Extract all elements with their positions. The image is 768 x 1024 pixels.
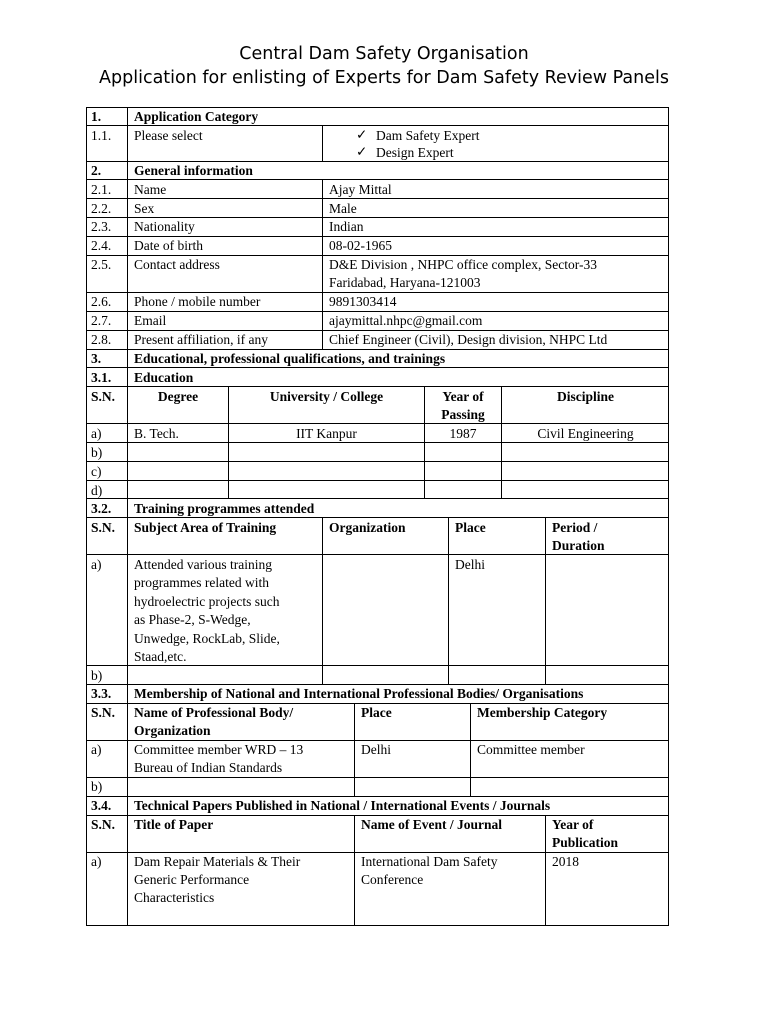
phone-value: 9891303414 <box>329 294 397 309</box>
membership-body-line2: Bureau of Indian Standards <box>134 760 283 775</box>
nationality-value: Indian <box>329 219 364 234</box>
col-header-degree: Degree <box>157 389 199 404</box>
section-1-number: 1. <box>91 109 102 124</box>
row-number: 2.2. <box>91 201 112 216</box>
row-sn: a) <box>91 557 102 572</box>
row-sn: a) <box>91 426 102 441</box>
col-header-university: University / College <box>269 389 384 404</box>
row-sn: b) <box>91 445 103 460</box>
col-header-period-line2: Duration <box>552 538 605 553</box>
paper-title-line: Generic Performance <box>134 872 250 887</box>
training-subject-line: Staad,etc. <box>134 649 187 664</box>
email-label: Email <box>134 313 167 328</box>
row-sn: c) <box>91 464 102 479</box>
year-cell: 1987 <box>449 426 477 441</box>
col-header-year-line1: Year of <box>552 817 594 832</box>
col-header-paper-title: Title of Paper <box>134 817 214 832</box>
check-icon: ✓ <box>356 144 368 159</box>
row-number: 2.6. <box>91 294 112 309</box>
row-sn: a) <box>91 742 102 757</box>
col-header-year-line2: Passing <box>441 407 485 422</box>
col-header-body-line1: Name of Professional Body/ <box>134 705 294 720</box>
name-value: Ajay Mittal <box>329 182 392 197</box>
row-number: 2.1. <box>91 182 112 197</box>
col-header-year-line1: Year of <box>442 389 484 404</box>
option-design-expert: Design Expert <box>376 145 454 160</box>
row-sn: b) <box>91 779 103 794</box>
col-header-subject: Subject Area of Training <box>134 520 277 535</box>
col-header-organization: Organization <box>329 520 406 535</box>
col-header-discipline: Discipline <box>556 389 614 404</box>
sex-value: Male <box>329 201 357 216</box>
row-number: 2.3. <box>91 219 112 234</box>
col-header-sn: S.N. <box>91 520 116 535</box>
phone-label: Phone / mobile number <box>134 294 261 309</box>
membership-body-line1: Committee member WRD – 13 <box>134 742 304 757</box>
event-line: Conference <box>361 872 424 887</box>
university-cell: IIT Kanpur <box>296 426 357 441</box>
degree-cell: B. Tech. <box>134 426 179 441</box>
address-label: Contact address <box>134 257 220 272</box>
paper-title-line: Dam Repair Materials & Their <box>134 854 301 869</box>
check-icon: ✓ <box>356 127 368 142</box>
section-3-4-number: 3.4. <box>91 798 112 813</box>
col-header-sn: S.N. <box>91 705 116 720</box>
item-1-1-number: 1.1. <box>91 128 112 143</box>
row-number: 2.7. <box>91 313 112 328</box>
dob-value: 08-02-1965 <box>329 238 392 253</box>
section-1-title: Application Category <box>134 109 259 124</box>
row-sn: a) <box>91 854 102 869</box>
section-3-number: 3. <box>91 351 102 366</box>
row-sn: b) <box>91 668 103 683</box>
row-number: 2.4. <box>91 238 112 253</box>
affiliation-label: Present affiliation, if any <box>134 332 268 347</box>
section-3-1-title: Education <box>134 370 194 385</box>
item-1-1-label: Please select <box>134 128 203 143</box>
col-header-body-line2: Organization <box>134 723 211 738</box>
address-value-line2: Faridabad, Haryana-121003 <box>329 275 481 290</box>
training-subject-line: as Phase-2, S-Wedge, <box>134 612 251 627</box>
col-header-period-line1: Period / <box>552 520 598 535</box>
col-header-year-line2: Publication <box>552 835 619 850</box>
section-2-number: 2. <box>91 163 102 178</box>
discipline-cell: Civil Engineering <box>537 426 634 441</box>
training-subject-line: Unwedge, RockLab, Slide, <box>134 631 280 646</box>
section-3-1-number: 3.1. <box>91 370 112 385</box>
section-3-2-title: Training programmes attended <box>134 501 315 516</box>
col-header-event: Name of Event / Journal <box>361 817 502 832</box>
publication-year: 2018 <box>552 854 579 869</box>
col-header-place: Place <box>455 520 486 535</box>
sex-label: Sex <box>134 201 155 216</box>
col-header-membership-category: Membership Category <box>477 705 608 720</box>
section-3-3-number: 3.3. <box>91 686 112 701</box>
option-dam-safety-expert: Dam Safety Expert <box>376 128 480 143</box>
col-header-sn: S.N. <box>91 817 116 832</box>
section-3-3-title: Membership of National and International Professional Bodies/ Organisations <box>134 686 584 701</box>
col-header-place: Place <box>361 705 392 720</box>
form-title: Application for enlisting of Experts for Dam Safety Review Panels <box>99 68 669 88</box>
affiliation-value: Chief Engineer (Civil), Design division, NHPC Ltd <box>329 332 608 347</box>
training-subject-line: programmes related with <box>134 575 269 590</box>
event-line: International Dam Safety <box>361 854 498 869</box>
dob-label: Date of birth <box>134 238 203 253</box>
nationality-label: Nationality <box>134 219 195 234</box>
section-3-title: Educational, professional qualifications, and trainings <box>134 351 446 366</box>
section-3-4-title: Technical Papers Published in National / International Events / Journals <box>134 798 551 813</box>
membership-place: Delhi <box>361 742 391 757</box>
paper-title-line: Characteristics <box>134 890 215 905</box>
row-sn: d) <box>91 483 103 498</box>
section-2-title: General information <box>134 163 253 178</box>
row-number: 2.5. <box>91 257 112 272</box>
membership-category: Committee member <box>477 742 585 757</box>
email-value: ajaymittal.nhpc@gmail.com <box>329 313 483 328</box>
row-number: 2.8. <box>91 332 112 347</box>
training-subject-line: Attended various training <box>134 557 272 572</box>
address-value-line1: D&E Division , NHPC office complex, Sector-33 <box>329 257 597 272</box>
training-place: Delhi <box>455 557 485 572</box>
training-subject-line: hydroelectric projects such <box>134 594 280 609</box>
section-3-2-number: 3.2. <box>91 501 112 516</box>
name-label: Name <box>134 182 167 197</box>
organisation-title: Central Dam Safety Organisation <box>239 44 529 64</box>
col-header-sn: S.N. <box>91 389 116 404</box>
